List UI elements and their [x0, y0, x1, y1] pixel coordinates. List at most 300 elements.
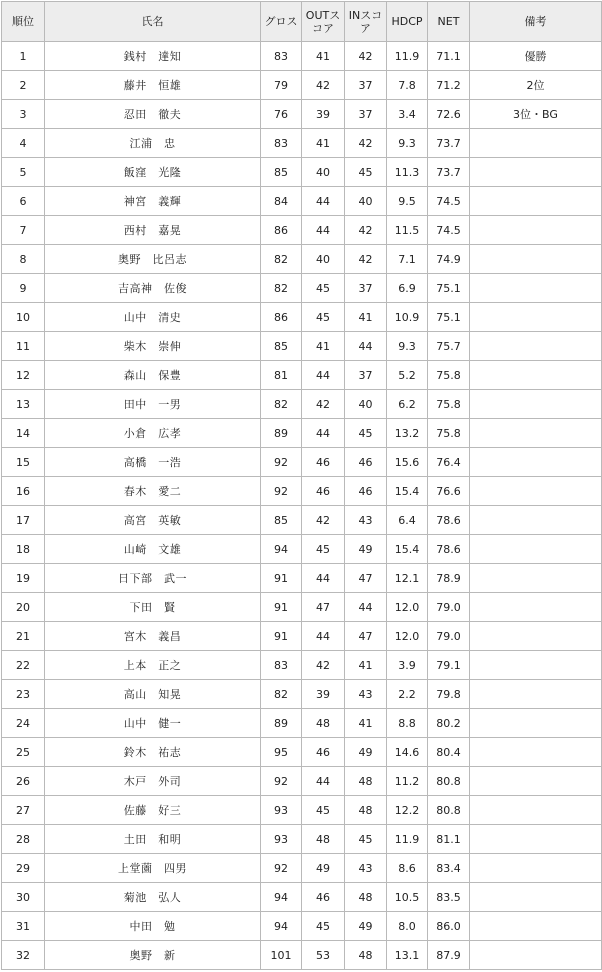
in-score-cell: 37	[345, 100, 387, 129]
remarks-cell	[470, 361, 602, 390]
player-name-cell: 山中 清史	[45, 303, 261, 332]
table-row	[2, 883, 602, 912]
in-score-cell: 47	[345, 564, 387, 593]
net-cell: 80.2	[428, 709, 470, 738]
hdcp-cell: 3.9	[387, 651, 428, 680]
table-row	[2, 274, 602, 303]
gross-cell: 101	[261, 941, 302, 970]
net-cell: 79.8	[428, 680, 470, 709]
remarks-cell	[470, 854, 602, 883]
remarks-cell	[470, 564, 602, 593]
table-row	[2, 158, 602, 187]
remarks-cell	[470, 187, 602, 216]
hdcp-cell: 6.9	[387, 274, 428, 303]
remarks-cell	[470, 651, 602, 680]
net-cell: 80.8	[428, 767, 470, 796]
table-row	[2, 854, 602, 883]
in-score-cell: 48	[345, 941, 387, 970]
net-cell: 80.8	[428, 796, 470, 825]
gross-cell: 85	[261, 506, 302, 535]
player-name-cell: 土田 和明	[45, 825, 261, 854]
rank-cell: 23	[2, 680, 45, 709]
gross-cell: 94	[261, 535, 302, 564]
table-row	[2, 709, 602, 738]
gross-cell: 92	[261, 448, 302, 477]
rank-cell: 25	[2, 738, 45, 767]
player-name-cell: 高橋 一浩	[45, 448, 261, 477]
player-name-cell: 高山 知晃	[45, 680, 261, 709]
player-name-cell: 銭村 達知	[45, 42, 261, 71]
in-score-cell: 42	[345, 42, 387, 71]
remarks-cell	[470, 767, 602, 796]
hdcp-cell: 10.5	[387, 883, 428, 912]
remarks-cell	[470, 709, 602, 738]
gross-cell: 85	[261, 332, 302, 361]
player-name-cell: 宮木 義昌	[45, 622, 261, 651]
in-score-cell: 41	[345, 709, 387, 738]
net-cell: 86.0	[428, 912, 470, 941]
table-row	[2, 651, 602, 680]
hdcp-cell: 11.5	[387, 216, 428, 245]
remarks-cell	[470, 448, 602, 477]
in-score-cell: 37	[345, 361, 387, 390]
net-cell: 71.1	[428, 42, 470, 71]
gross-cell: 76	[261, 100, 302, 129]
table-row	[2, 448, 602, 477]
hdcp-cell: 12.0	[387, 622, 428, 651]
rank-cell: 20	[2, 593, 45, 622]
table-row	[2, 738, 602, 767]
in-score-cell: 41	[345, 651, 387, 680]
hdcp-cell: 11.2	[387, 767, 428, 796]
hdcp-cell: 9.5	[387, 187, 428, 216]
gross-cell: 83	[261, 651, 302, 680]
hdcp-cell: 8.0	[387, 912, 428, 941]
out-score-cell: 47	[302, 593, 345, 622]
hdcp-cell: 13.2	[387, 419, 428, 448]
table-row	[2, 42, 602, 71]
out-score-cell: 46	[302, 883, 345, 912]
gross-cell: 91	[261, 622, 302, 651]
table-row	[2, 332, 602, 361]
player-name-cell: 山中 健一	[45, 709, 261, 738]
hdcp-cell: 6.4	[387, 506, 428, 535]
table-row	[2, 622, 602, 651]
gross-cell: 92	[261, 477, 302, 506]
table-row	[2, 912, 602, 941]
out-score-cell: 39	[302, 680, 345, 709]
table-row	[2, 825, 602, 854]
hdcp-cell: 2.2	[387, 680, 428, 709]
gross-cell: 91	[261, 593, 302, 622]
table-row	[2, 680, 602, 709]
remarks-cell	[470, 303, 602, 332]
player-name-cell: 吉高神 佐俊	[45, 274, 261, 303]
table-row	[2, 767, 602, 796]
remarks-cell	[470, 477, 602, 506]
hdcp-cell: 11.3	[387, 158, 428, 187]
table-row	[2, 129, 602, 158]
in-score-cell: 47	[345, 622, 387, 651]
hdcp-cell: 12.1	[387, 564, 428, 593]
name-header: 氏名	[45, 2, 261, 42]
out-score-cell: 53	[302, 941, 345, 970]
rank-cell: 18	[2, 535, 45, 564]
net-cell: 75.8	[428, 390, 470, 419]
gross-cell: 91	[261, 564, 302, 593]
out-score-cell: 48	[302, 709, 345, 738]
out-score-cell: 42	[302, 390, 345, 419]
in-score-cell: 45	[345, 158, 387, 187]
net-cell: 75.1	[428, 303, 470, 332]
remarks-cell	[470, 883, 602, 912]
net-cell: 81.1	[428, 825, 470, 854]
gross-cell: 86	[261, 303, 302, 332]
player-name-cell: 鈴木 祐志	[45, 738, 261, 767]
hdcp-cell: 12.0	[387, 593, 428, 622]
remarks-cell	[470, 245, 602, 274]
hdcp-cell: 10.9	[387, 303, 428, 332]
remarks-cell	[470, 912, 602, 941]
player-name-cell: 山崎 文雄	[45, 535, 261, 564]
in-score-cell: 42	[345, 245, 387, 274]
out-score-cell: 40	[302, 245, 345, 274]
net-cell: 74.9	[428, 245, 470, 274]
in-score-cell: 45	[345, 419, 387, 448]
rank-cell: 7	[2, 216, 45, 245]
net-cell: 76.4	[428, 448, 470, 477]
hdcp-cell: 8.8	[387, 709, 428, 738]
rank-cell: 21	[2, 622, 45, 651]
table-row	[2, 941, 602, 970]
net-cell: 75.8	[428, 361, 470, 390]
in-score-cell: 42	[345, 129, 387, 158]
player-name-cell: 上堂薗 四男	[45, 854, 261, 883]
remarks-cell	[470, 390, 602, 419]
out-score-cell: 44	[302, 419, 345, 448]
net-cell: 73.7	[428, 158, 470, 187]
gross-cell: 93	[261, 825, 302, 854]
in-score-cell: 44	[345, 593, 387, 622]
out-score-cell: 41	[302, 332, 345, 361]
remarks-cell	[470, 419, 602, 448]
player-name-cell: 江浦 忠	[45, 129, 261, 158]
out-score-header: OUTスコア	[302, 2, 345, 42]
player-name-cell: 菊池 弘人	[45, 883, 261, 912]
rank-cell: 32	[2, 941, 45, 970]
table-row	[2, 71, 602, 100]
rank-cell: 8	[2, 245, 45, 274]
remarks-cell	[470, 535, 602, 564]
gross-cell: 81	[261, 361, 302, 390]
net-cell: 74.5	[428, 216, 470, 245]
remarks-cell	[470, 941, 602, 970]
out-score-cell: 46	[302, 477, 345, 506]
in-score-cell: 43	[345, 506, 387, 535]
gross-cell: 94	[261, 883, 302, 912]
remarks-cell	[470, 506, 602, 535]
player-name-cell: 柴木 崇伸	[45, 332, 261, 361]
player-name-cell: 木戸 外司	[45, 767, 261, 796]
rank-cell: 15	[2, 448, 45, 477]
out-score-cell: 44	[302, 622, 345, 651]
rank-cell: 26	[2, 767, 45, 796]
gross-cell: 83	[261, 129, 302, 158]
remarks-cell: 優勝	[470, 42, 602, 71]
net-cell: 83.4	[428, 854, 470, 883]
table-row	[2, 187, 602, 216]
net-cell: 78.6	[428, 506, 470, 535]
rank-cell: 9	[2, 274, 45, 303]
out-score-cell: 45	[302, 535, 345, 564]
hdcp-cell: 5.2	[387, 361, 428, 390]
out-score-cell: 46	[302, 738, 345, 767]
gross-cell: 82	[261, 245, 302, 274]
table-row	[2, 593, 602, 622]
table-body	[2, 42, 602, 970]
gross-cell: 95	[261, 738, 302, 767]
player-name-cell: 森山 保豊	[45, 361, 261, 390]
out-score-cell: 41	[302, 129, 345, 158]
player-name-cell: 忍田 徹夫	[45, 100, 261, 129]
remarks-cell	[470, 129, 602, 158]
player-name-cell: 高宮 英敏	[45, 506, 261, 535]
gross-cell: 89	[261, 419, 302, 448]
rank-cell: 1	[2, 42, 45, 71]
in-score-cell: 48	[345, 883, 387, 912]
player-name-cell: 春木 愛二	[45, 477, 261, 506]
net-cell: 79.0	[428, 622, 470, 651]
gross-cell: 82	[261, 274, 302, 303]
table-row	[2, 535, 602, 564]
rank-cell: 29	[2, 854, 45, 883]
net-cell: 74.5	[428, 187, 470, 216]
gross-cell: 92	[261, 767, 302, 796]
out-score-cell: 45	[302, 912, 345, 941]
table-row	[2, 506, 602, 535]
in-score-cell: 45	[345, 825, 387, 854]
out-score-cell: 44	[302, 767, 345, 796]
in-score-cell: 43	[345, 854, 387, 883]
in-score-header: INスコア	[345, 2, 387, 42]
hdcp-cell: 15.4	[387, 535, 428, 564]
in-score-cell: 46	[345, 477, 387, 506]
rank-cell: 14	[2, 419, 45, 448]
out-score-cell: 44	[302, 187, 345, 216]
hdcp-header: HDCP	[387, 2, 428, 42]
player-name-cell: 上本 正之	[45, 651, 261, 680]
in-score-cell: 49	[345, 912, 387, 941]
table-row	[2, 245, 602, 274]
net-cell: 83.5	[428, 883, 470, 912]
table-row	[2, 419, 602, 448]
remarks-cell: 3位・BG	[470, 100, 602, 129]
table-row	[2, 100, 602, 129]
player-name-cell: 藤井 恒雄	[45, 71, 261, 100]
net-cell: 79.0	[428, 593, 470, 622]
rank-cell: 16	[2, 477, 45, 506]
table-row	[2, 361, 602, 390]
table-header	[2, 2, 602, 42]
in-score-cell: 48	[345, 767, 387, 796]
player-name-cell: 奥野 新	[45, 941, 261, 970]
hdcp-cell: 13.1	[387, 941, 428, 970]
gross-cell: 89	[261, 709, 302, 738]
net-cell: 87.9	[428, 941, 470, 970]
gross-cell: 82	[261, 680, 302, 709]
rank-cell: 5	[2, 158, 45, 187]
player-name-cell: 飯窪 光隆	[45, 158, 261, 187]
gross-cell: 85	[261, 158, 302, 187]
out-score-cell: 45	[302, 796, 345, 825]
player-name-cell: 神宮 義輝	[45, 187, 261, 216]
hdcp-cell: 7.8	[387, 71, 428, 100]
table-row	[2, 796, 602, 825]
rank-cell: 27	[2, 796, 45, 825]
rank-cell: 17	[2, 506, 45, 535]
in-score-cell: 49	[345, 738, 387, 767]
hdcp-cell: 6.2	[387, 390, 428, 419]
rank-cell: 10	[2, 303, 45, 332]
gross-header: グロス	[261, 2, 302, 42]
remarks-cell	[470, 332, 602, 361]
rank-cell: 12	[2, 361, 45, 390]
remarks-cell: 2位	[470, 71, 602, 100]
table-row	[2, 390, 602, 419]
rank-cell: 24	[2, 709, 45, 738]
net-cell: 78.6	[428, 535, 470, 564]
out-score-cell: 44	[302, 361, 345, 390]
net-cell: 80.4	[428, 738, 470, 767]
rank-cell: 13	[2, 390, 45, 419]
remarks-cell	[470, 593, 602, 622]
rank-cell: 31	[2, 912, 45, 941]
header-row	[2, 2, 602, 42]
out-score-cell: 42	[302, 651, 345, 680]
gross-cell: 82	[261, 390, 302, 419]
remarks-cell	[470, 274, 602, 303]
player-name-cell: 中田 勉	[45, 912, 261, 941]
hdcp-cell: 11.9	[387, 42, 428, 71]
out-score-cell: 40	[302, 158, 345, 187]
in-score-cell: 37	[345, 71, 387, 100]
rank-cell: 6	[2, 187, 45, 216]
net-cell: 76.6	[428, 477, 470, 506]
remarks-cell	[470, 738, 602, 767]
hdcp-cell: 11.9	[387, 825, 428, 854]
gross-cell: 86	[261, 216, 302, 245]
out-score-cell: 45	[302, 303, 345, 332]
rank-cell: 11	[2, 332, 45, 361]
hdcp-cell: 14.6	[387, 738, 428, 767]
out-score-cell: 42	[302, 506, 345, 535]
rank-cell: 3	[2, 100, 45, 129]
in-score-cell: 40	[345, 390, 387, 419]
net-cell: 78.9	[428, 564, 470, 593]
in-score-cell: 49	[345, 535, 387, 564]
remarks-cell	[470, 680, 602, 709]
in-score-cell: 37	[345, 274, 387, 303]
out-score-cell: 39	[302, 100, 345, 129]
results-table	[1, 1, 602, 970]
hdcp-cell: 3.4	[387, 100, 428, 129]
net-cell: 71.2	[428, 71, 470, 100]
in-score-cell: 44	[345, 332, 387, 361]
rank-cell: 28	[2, 825, 45, 854]
gross-cell: 84	[261, 187, 302, 216]
in-score-cell: 43	[345, 680, 387, 709]
player-name-cell: 小倉 広孝	[45, 419, 261, 448]
rank-cell: 22	[2, 651, 45, 680]
net-cell: 75.1	[428, 274, 470, 303]
hdcp-cell: 15.4	[387, 477, 428, 506]
out-score-cell: 45	[302, 274, 345, 303]
gross-cell: 94	[261, 912, 302, 941]
hdcp-cell: 9.3	[387, 129, 428, 158]
in-score-cell: 46	[345, 448, 387, 477]
gross-cell: 92	[261, 854, 302, 883]
gross-cell: 93	[261, 796, 302, 825]
in-score-cell: 42	[345, 216, 387, 245]
player-name-cell: 下田 賢	[45, 593, 261, 622]
remarks-cell	[470, 796, 602, 825]
net-header: NET	[428, 2, 470, 42]
in-score-cell: 48	[345, 796, 387, 825]
hdcp-cell: 8.6	[387, 854, 428, 883]
rank-cell: 4	[2, 129, 45, 158]
out-score-cell: 41	[302, 42, 345, 71]
rank-cell: 19	[2, 564, 45, 593]
table-row	[2, 303, 602, 332]
player-name-cell: 西村 嘉晃	[45, 216, 261, 245]
hdcp-cell: 9.3	[387, 332, 428, 361]
out-score-cell: 48	[302, 825, 345, 854]
hdcp-cell: 15.6	[387, 448, 428, 477]
player-name-cell: 佐藤 好三	[45, 796, 261, 825]
net-cell: 72.6	[428, 100, 470, 129]
out-score-cell: 44	[302, 216, 345, 245]
table-row	[2, 564, 602, 593]
out-score-cell: 44	[302, 564, 345, 593]
remarks-cell	[470, 825, 602, 854]
in-score-cell: 41	[345, 303, 387, 332]
hdcp-cell: 12.2	[387, 796, 428, 825]
gross-cell: 79	[261, 71, 302, 100]
player-name-cell: 田中 一男	[45, 390, 261, 419]
net-cell: 75.8	[428, 419, 470, 448]
in-score-cell: 40	[345, 187, 387, 216]
player-name-cell: 日下部 武一	[45, 564, 261, 593]
net-cell: 79.1	[428, 651, 470, 680]
remarks-cell	[470, 216, 602, 245]
gross-cell: 83	[261, 42, 302, 71]
remarks-cell	[470, 622, 602, 651]
rank-cell: 2	[2, 71, 45, 100]
hdcp-cell: 7.1	[387, 245, 428, 274]
rank-cell: 30	[2, 883, 45, 912]
net-cell: 73.7	[428, 129, 470, 158]
remarks-header: 備考	[470, 2, 602, 42]
rank-header: 順位	[2, 2, 45, 42]
table-row	[2, 477, 602, 506]
out-score-cell: 46	[302, 448, 345, 477]
net-cell: 75.7	[428, 332, 470, 361]
out-score-cell: 42	[302, 71, 345, 100]
player-name-cell: 奥野 比呂志	[45, 245, 261, 274]
table-row	[2, 216, 602, 245]
remarks-cell	[470, 158, 602, 187]
out-score-cell: 49	[302, 854, 345, 883]
